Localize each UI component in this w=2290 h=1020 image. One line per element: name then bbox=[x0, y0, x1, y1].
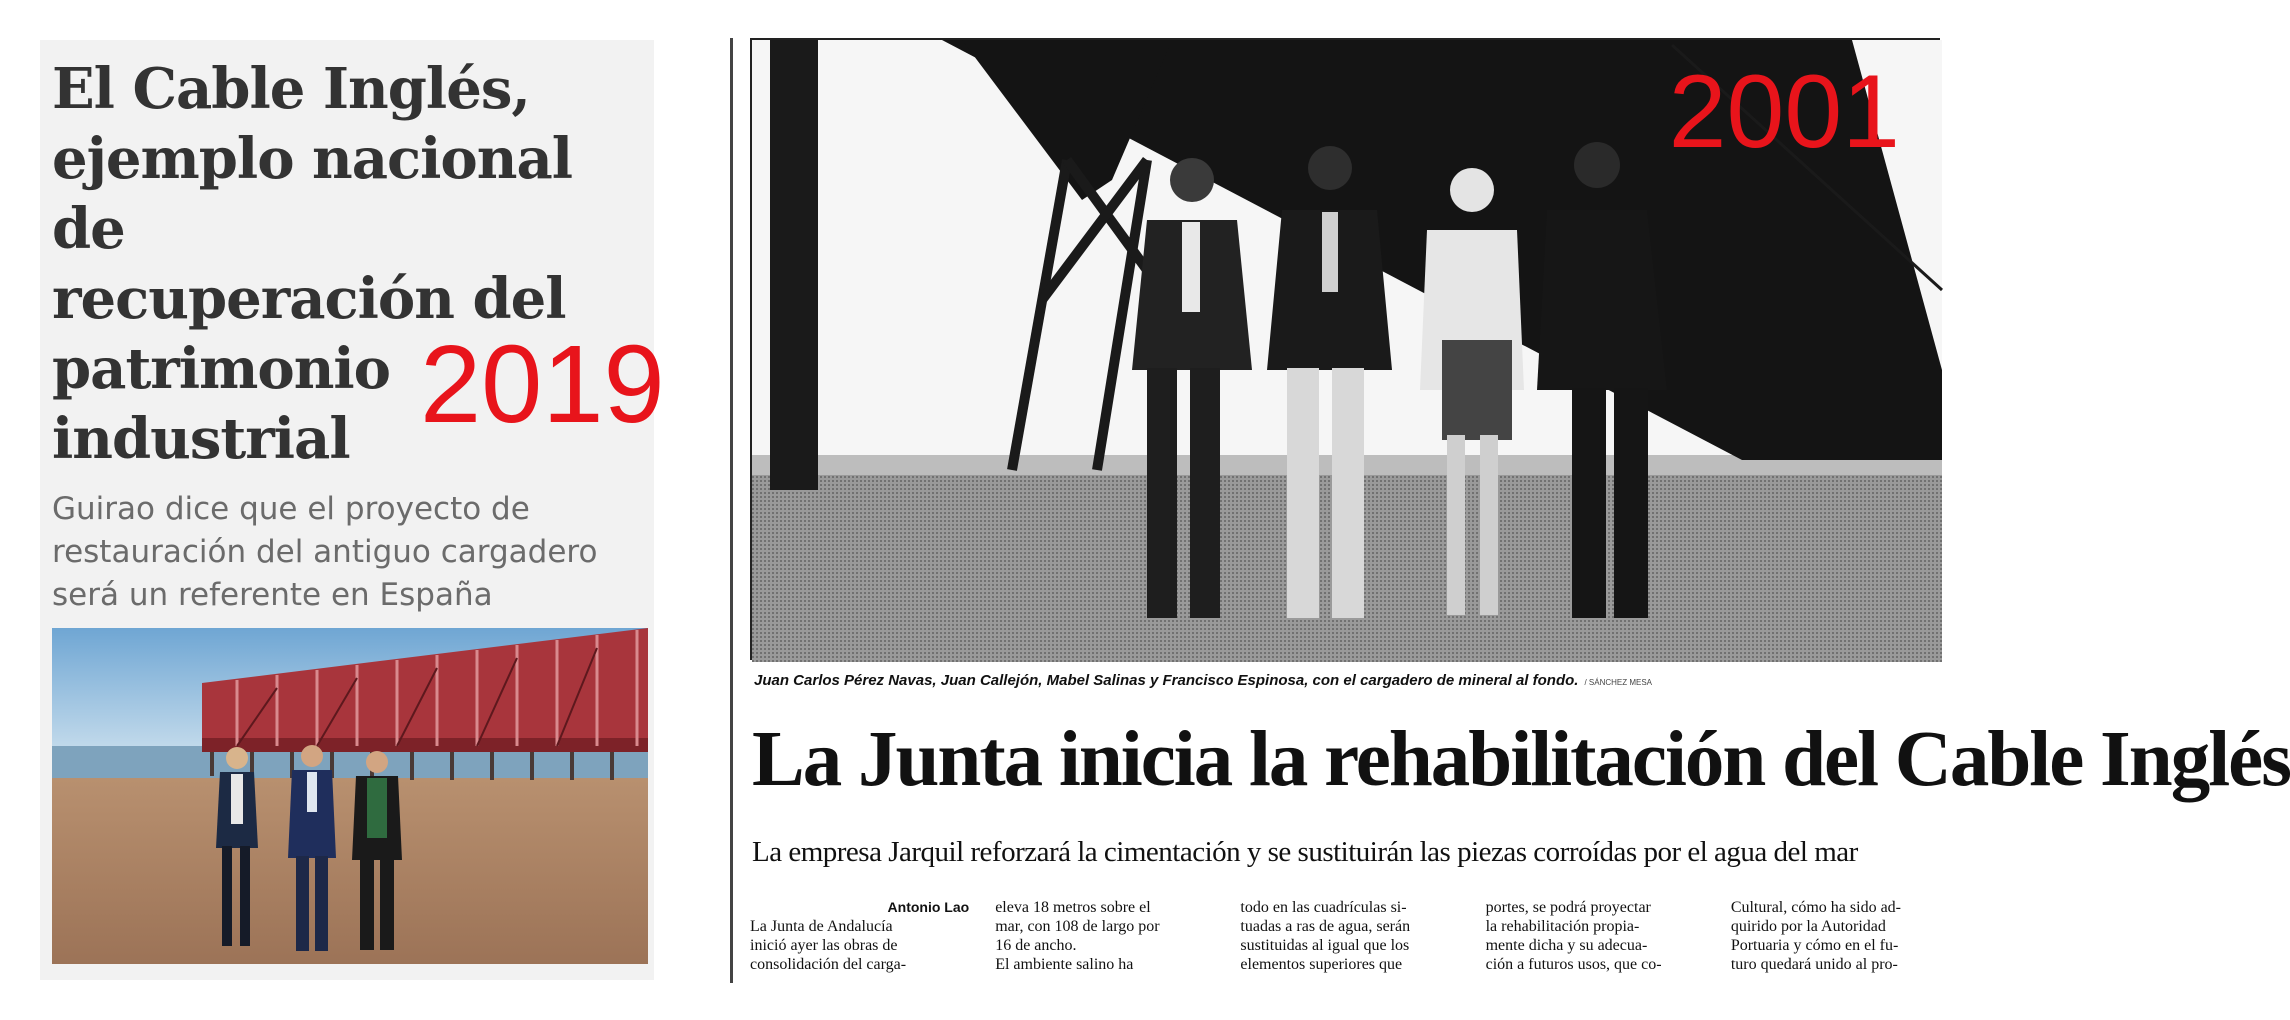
article-2001-subheadline: La empresa Jarquil reforzará la cimentación y se sustituirán las piezas corroídas por el agua del mar bbox=[752, 836, 1858, 868]
body-line: consolidación del carga- bbox=[750, 956, 907, 973]
article-2001-headline: La Junta inicia la rehabilitación del Cable Inglés bbox=[752, 716, 2290, 803]
body-column bbox=[1240, 898, 1459, 978]
body-line: sustituidas al igual que los bbox=[1240, 937, 1410, 954]
photo-credit: / SÁNCHEZ MESA bbox=[1584, 678, 1653, 687]
body-column bbox=[995, 898, 1214, 978]
article-2019-panel bbox=[40, 40, 665, 980]
body-line: elementos superiores que bbox=[1240, 956, 1403, 973]
article-2019-subtitle bbox=[52, 488, 642, 617]
headline-line: patrimonio bbox=[52, 336, 391, 402]
year-label-2001: 2001 bbox=[1668, 54, 1900, 170]
subtitle-line: restauración del antiguo cargadero bbox=[52, 534, 598, 570]
body-line: la rehabilitación propia- bbox=[1485, 918, 1640, 935]
article-body-columns bbox=[750, 898, 1950, 978]
subtitle-line: será un referente en España bbox=[52, 577, 493, 613]
headline-line: industrial bbox=[52, 406, 350, 472]
body-line: ción a futuros usos, que co- bbox=[1485, 956, 1662, 973]
body-line: portes, se podrá proyectar bbox=[1485, 899, 1651, 916]
body-line: mar, con 108 de largo por bbox=[995, 918, 1160, 935]
body-line: El ambiente salino ha bbox=[995, 956, 1134, 973]
clipping-edge-rule bbox=[730, 38, 733, 983]
body-line: Portuaria y cómo en el fu- bbox=[1730, 937, 1899, 954]
body-column bbox=[1486, 898, 1705, 978]
body-line: Cultural, cómo ha sido ad- bbox=[1730, 899, 1901, 916]
headline-line: recuperación del bbox=[52, 266, 566, 332]
body-line: tuadas a ras de agua, serán bbox=[1240, 918, 1411, 935]
body-line: inició ayer las obras de bbox=[750, 937, 898, 954]
caption-text: Juan Carlos Pérez Navas, Juan Callejón, Mabel Salinas y Francisco Espinosa, con el cargadero de mineral al fondo. bbox=[754, 672, 1579, 689]
photo-2019-restored-loading-dock bbox=[52, 628, 648, 964]
byline-author: Antonio Lao bbox=[887, 899, 970, 915]
body-column bbox=[750, 898, 969, 978]
subtitle-line: Guirao dice que el proyecto de bbox=[52, 491, 530, 527]
photo-caption bbox=[754, 672, 1944, 689]
body-line: mente dicha y su adecua- bbox=[1485, 937, 1648, 954]
body-column bbox=[1731, 898, 1950, 978]
body-line: quirido por la Autoridad bbox=[1730, 918, 1886, 935]
body-line: La Junta de Andalucía bbox=[750, 918, 893, 935]
body-line: 16 de ancho. bbox=[995, 937, 1077, 954]
headline-line: El Cable Inglés, bbox=[52, 56, 530, 122]
article-2001-newspaper-clipping bbox=[730, 38, 2290, 983]
body-line: turo quedará unido al pro- bbox=[1730, 956, 1898, 973]
body-line: eleva 18 metros sobre el bbox=[995, 899, 1151, 916]
headline-line: ejemplo nacional de bbox=[52, 126, 573, 262]
year-label-2019: 2019 bbox=[420, 323, 665, 446]
body-line: todo en las cuadrículas si- bbox=[1240, 899, 1407, 916]
